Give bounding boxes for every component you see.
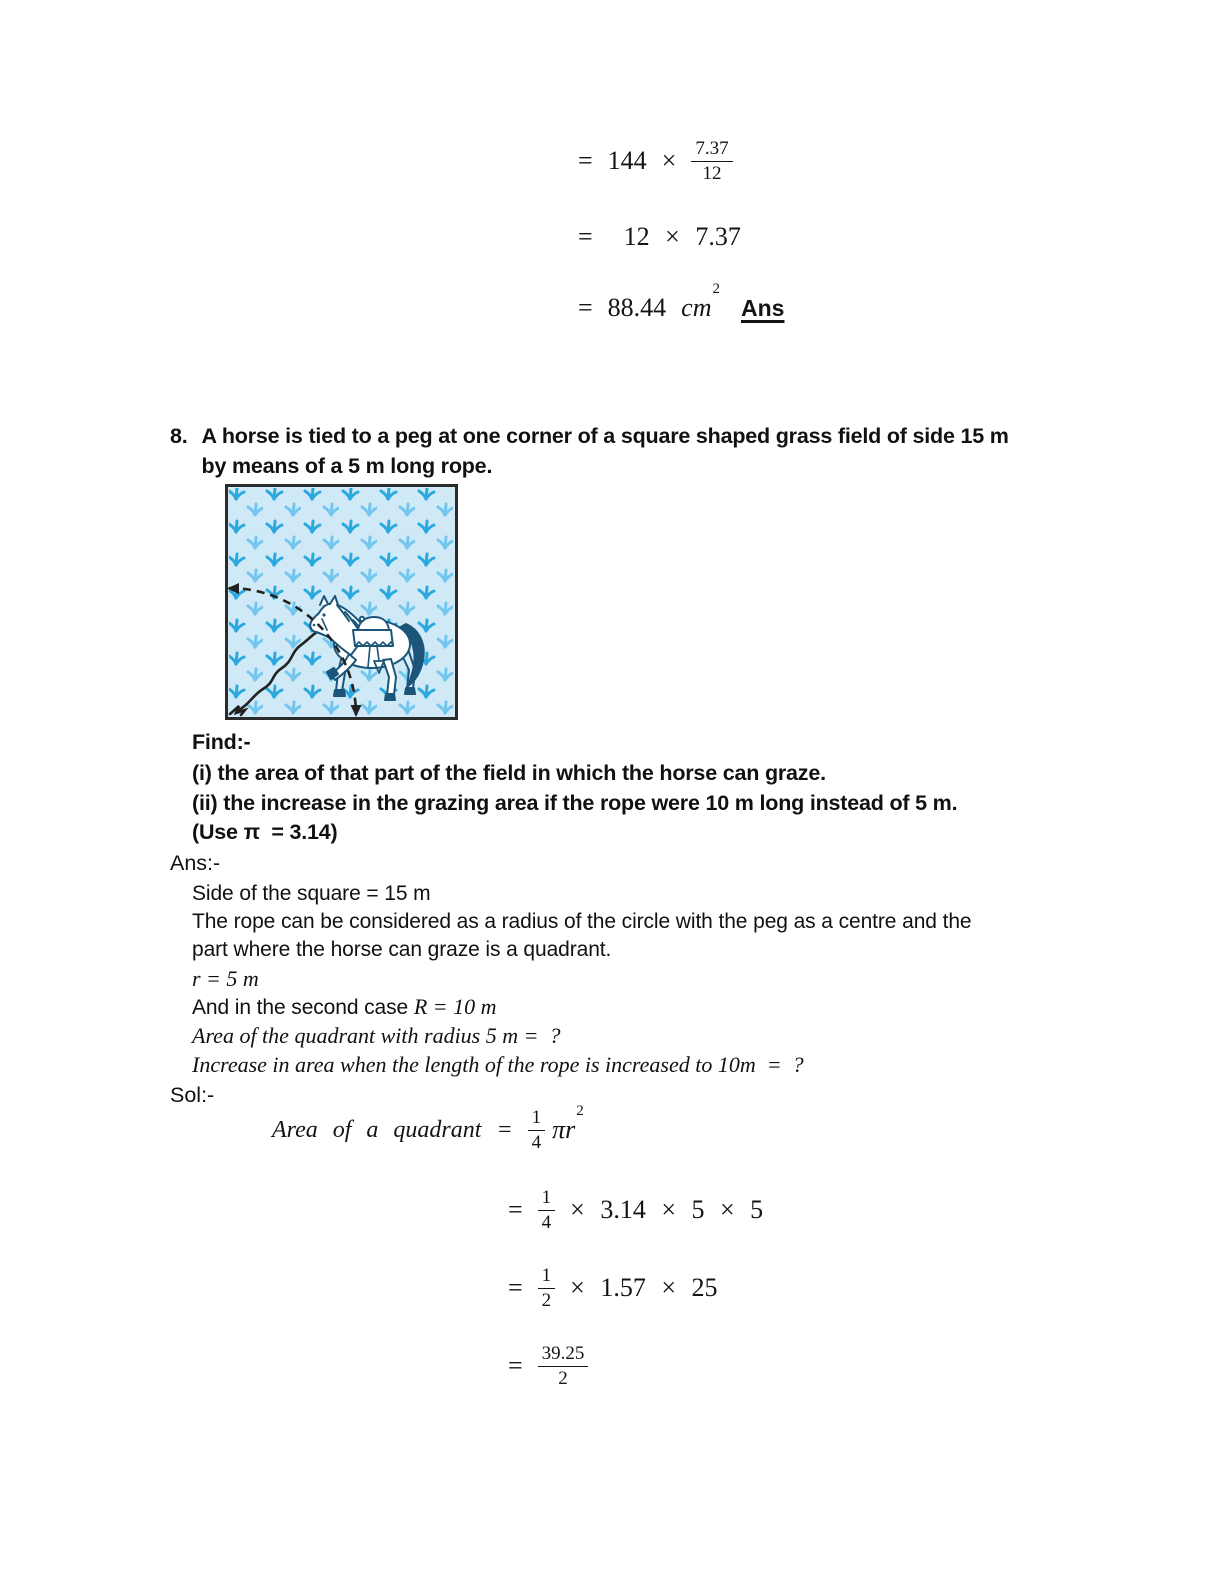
fraction-denominator: 4: [541, 1211, 552, 1233]
answer-label: Ans: [741, 294, 785, 321]
question-block: [170, 421, 1009, 481]
unit: [681, 281, 720, 323]
ans-question2: Increase in area when the length of the rope is increased to 10m = ?: [192, 1052, 804, 1077]
figure-horse-field: [225, 484, 458, 720]
fraction: [538, 1188, 556, 1233]
pi-r-term: πr: [552, 1115, 576, 1145]
second-case-math: R = 10 m: [413, 994, 497, 1019]
equation-lhs: Area of a quadrant =: [272, 1116, 513, 1143]
fraction-denominator: 4: [531, 1131, 542, 1153]
equals-sign: =: [508, 1195, 523, 1225]
exponent: 2: [576, 1103, 584, 1120]
saddle-pommel: [360, 617, 364, 621]
find-item-i: (i) the area of that part of the field in which the horse can graze.: [192, 761, 826, 785]
ans-second-case: [192, 993, 497, 1022]
horse-hoof: [334, 690, 345, 696]
find-item-ii: (ii) the increase in the grazing area if the rope were 10 m long instead of 5 m.: [192, 791, 958, 815]
pi-r-squared: [552, 1103, 584, 1145]
unit-symbol: cm: [681, 293, 712, 322]
equals-sign: =: [508, 1273, 523, 1303]
horse-hoof: [405, 688, 415, 694]
fraction-numerator: 1: [538, 1188, 556, 1211]
question-text-line2: by means of a 5 m long rope.: [201, 454, 493, 478]
fraction-numerator: 39.25: [538, 1344, 589, 1367]
ans-r-value: r = 5 m: [192, 966, 259, 991]
second-case-text: And in the second case: [192, 996, 414, 1019]
solution-equation-2: [508, 1266, 718, 1311]
horse-eye: [322, 613, 325, 616]
equals-sign: =: [508, 1351, 523, 1381]
fraction: [538, 1344, 589, 1389]
multiply-sign: ×: [661, 146, 677, 176]
unit-exponent: 2: [712, 281, 720, 297]
ans-question1: Area of the quadrant with radius 5 m = ?: [192, 1023, 561, 1048]
equation-text: = 12 × 7.37: [578, 222, 741, 251]
find-use-pi: (Use π = 3.14): [192, 820, 338, 844]
question-text-line1: A horse is tied to a peg at one corner of a square shaped grass field of side 15 m: [201, 424, 1009, 448]
result-value: 88.44: [607, 293, 667, 322]
ans-rope-line1: The rope can be considered as a radius of the circle with the peg as a centre and the: [192, 910, 972, 933]
ans-side-line: Side of the square = 15 m: [192, 882, 431, 905]
equals-sign: =: [578, 293, 593, 322]
equation-line-3: [578, 281, 785, 323]
fraction: [528, 1108, 546, 1153]
fraction-denominator: 2: [558, 1367, 568, 1389]
equals-sign: =: [578, 146, 593, 176]
fraction-numerator: 1: [538, 1266, 556, 1289]
fraction-denominator: 2: [541, 1289, 552, 1311]
ans-rope-line2: part where the horse can graze is a quadrant.: [192, 938, 612, 961]
fraction: [691, 139, 732, 184]
solution-equation-0: [272, 1103, 584, 1153]
equation-line-2: [578, 222, 741, 252]
equation-line-1: [578, 139, 733, 184]
equation-rest: × 1.57 × 25: [570, 1273, 718, 1303]
fraction: [538, 1266, 556, 1311]
question-number: 8.: [170, 424, 188, 448]
solution-equation-3: [508, 1344, 588, 1389]
equation-rest: × 3.14 × 5 × 5: [570, 1195, 764, 1225]
ans-label: Ans:-: [170, 851, 221, 875]
question-text: [202, 421, 1009, 481]
fraction-denominator: 12: [702, 162, 722, 184]
fraction-numerator: 7.37: [691, 139, 732, 162]
fraction-numerator: 1: [528, 1108, 546, 1131]
find-label: Find:-: [192, 730, 251, 754]
solution-equation-1: [508, 1188, 763, 1233]
horse-nostril: [313, 624, 316, 627]
horse-hoof: [385, 694, 395, 700]
sol-label: Sol:-: [170, 1083, 215, 1107]
operand: 144: [607, 146, 647, 176]
